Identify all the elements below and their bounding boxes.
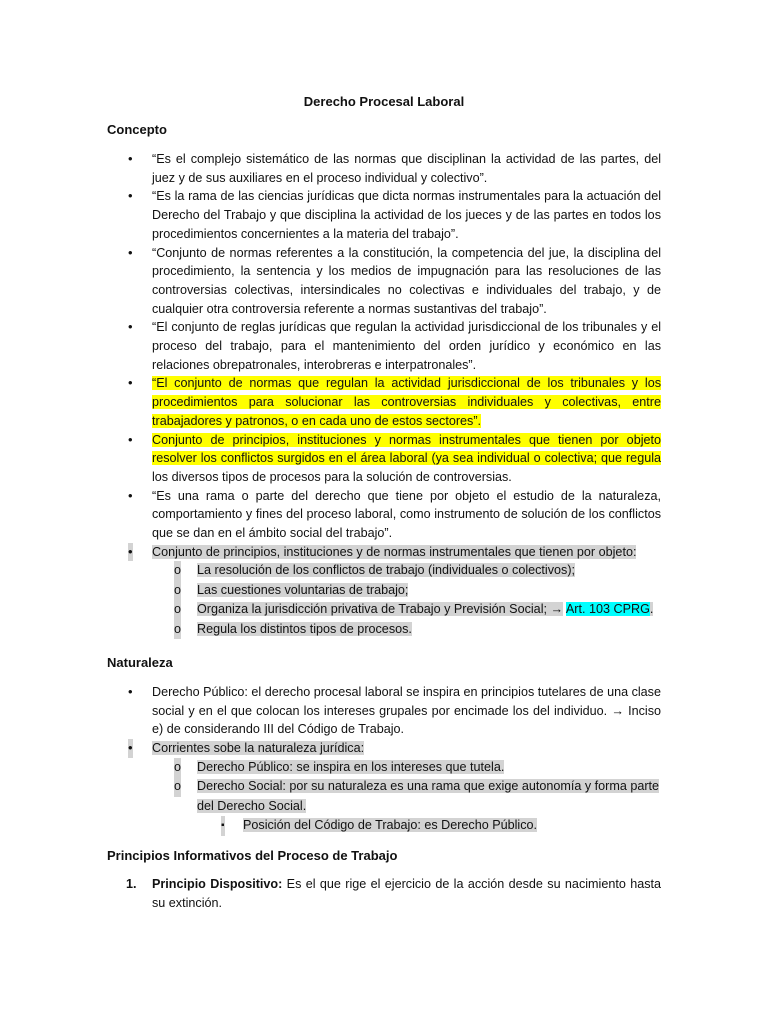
sub-list-item: o Las cuestiones voluntarias de trabajo; (197, 581, 661, 601)
section-heading-concepto: Concepto (107, 122, 167, 137)
sub-list-item: o Regula los distintos tipos de procesos. (197, 620, 661, 640)
numbered-item: 1. Principio Dispositivo: Es el que rige el ejercicio de la acción desde su nacimiento hasta su extinción. (126, 877, 662, 910)
bullet-icon: • (128, 244, 133, 260)
list-item-highlighted: • Conjunto de principios, instituciones y normas instrumentales que tienen por objeto resolver los conflictos surgidos en el área laboral (ya sea individual o colectiva; que regula los diversos tipos de procesos para la solución de controversias. (128, 431, 661, 484)
list-item-gray: • Conjunto de principios, instituciones y de normas instrumentales que tienen por objeto: (152, 543, 661, 562)
bullet-icon: • (128, 431, 133, 447)
concepto-list (0, 150, 768, 639)
sub-list-item: o Organiza la jurisdicción privativa de Trabajo y Previsión Social; → Art. 103 CPRG. (197, 600, 661, 620)
bullet-icon: • (128, 375, 133, 391)
naturaleza-list (0, 683, 768, 836)
sub-list-item: o Derecho Social: por su naturaleza es una rama que exige autonomía y forma parte del Derecho Social. (174, 779, 660, 813)
bullet-icon: • (128, 684, 133, 699)
bullet-icon: • (128, 188, 133, 204)
sub-list-item: o Derecho Público: se inspira en los intereses que tutela. (197, 758, 661, 778)
section-heading-naturaleza: Naturaleza (107, 655, 173, 670)
circle-bullet-icon: o (174, 758, 181, 778)
document-title: Derecho Procesal Laboral (303, 94, 465, 109)
list-item-gray: • Corrientes sobe la naturaleza jurídica: (152, 739, 661, 758)
list-item: • “Conjunto de normas referentes a la constitución, la competencia del jue, la disciplina del procedimiento, la sentencia y los medios de impugnación para las resoluciones de las controversias colectivas, intersindicales no colectivas e individuales del trabajo, y de cualquier otra controversia referente a normas sustantivas del trabajo”. (128, 244, 661, 316)
circle-bullet-icon: o (174, 581, 181, 601)
sub-list-item: o La resolución de los conflictos de trabajo (individuales o colectivos); (197, 561, 661, 581)
list-item: • “Es el complejo sistemático de las normas que disciplinan la actividad de las partes, del juez y de sus auxiliares en el proceso individual y colectivo”. (128, 151, 661, 185)
principios-list (0, 875, 768, 913)
bullet-icon: • (128, 151, 133, 166)
list-item: • “Es la rama de las ciencias jurídicas que dicta normas instrumentales para la actuación del Derecho del Trabajo y que disciplina la actividad de los jueces y de las partes en todos los procedimientos concernientes a la materia del trabajo”. (128, 188, 661, 241)
section-heading-principios: Principios Informativos del Proceso de Trabajo (107, 848, 398, 863)
circle-bullet-icon: o (174, 561, 181, 581)
sub-sub-list-item: ▪ Posición del Código de Trabajo: es Derecho Público. (243, 816, 661, 836)
circle-bullet-icon: o (174, 600, 181, 620)
article-reference: Art. 103 CPRG (565, 602, 650, 617)
item-number: 1. (126, 877, 137, 891)
bullet-icon: • (128, 739, 133, 758)
list-item: • “Es una rama o parte del derecho que tiene por objeto el estudio de la naturaleza, comportamiento y fines del proceso laboral, como instrumento de solución de los conflictos que se dan en el ámbito social del trabajo”. (128, 487, 661, 541)
list-item: • Derecho Público: el derecho procesal laboral se inspira en principios tutelares de una clase social y en el que colocan los intereses grupales por encimade los del individuo. → Inciso e) de considerando III del Código de Trabajo. (128, 684, 661, 737)
list-item: • “El conjunto de reglas jurídicas que regulan la actividad jurisdiccional de los tribunales y el proceso del trabajo, para el mantenimiento del orden jurídico y económico en las relaciones obrepatronales, interobreras e interpatronales”. (128, 319, 661, 372)
circle-bullet-icon: o (174, 777, 181, 797)
bullet-icon: • (128, 319, 133, 335)
square-bullet-icon: ▪ (221, 816, 225, 836)
list-item-highlighted: • “El conjunto de normas que regulan la actividad jurisdiccional de los tribunales y los procedimientos para solucionar las controversias individuales y colectivas, entre trabajadores y patronos, o en cada uno de estos sectores”. (128, 375, 661, 428)
circle-bullet-icon: o (174, 620, 181, 640)
bullet-icon: • (128, 487, 133, 503)
bullet-icon: • (128, 543, 133, 562)
